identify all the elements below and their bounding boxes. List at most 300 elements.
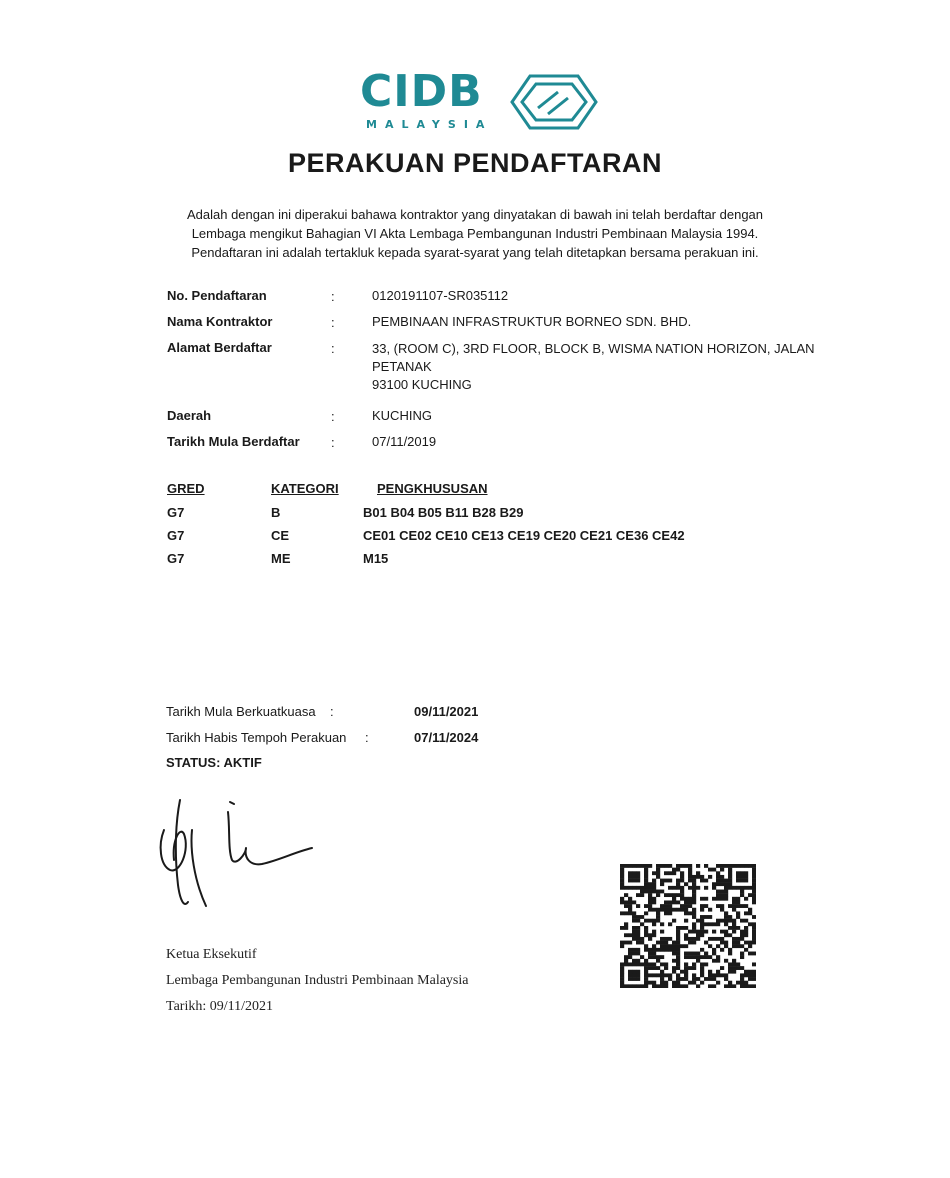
qr-module	[708, 984, 712, 988]
table-row-pengkhususan: M15	[363, 551, 389, 566]
qr-module	[648, 973, 652, 977]
qr-module	[732, 930, 736, 934]
qr-module	[656, 875, 660, 879]
qr-module	[744, 933, 748, 937]
qr-module	[752, 952, 756, 956]
qr-module	[660, 864, 664, 868]
qr-module	[628, 952, 632, 956]
qr-module	[708, 922, 712, 926]
alamat-line: 93100 KUCHING	[372, 377, 472, 392]
qr-module	[672, 941, 676, 945]
qr-module	[624, 926, 628, 930]
qr-module	[644, 890, 648, 894]
qr-module	[628, 948, 632, 952]
qr-module	[636, 879, 640, 883]
qr-module	[684, 966, 688, 970]
qr-module	[692, 973, 696, 977]
qr-module	[652, 952, 656, 956]
qr-module	[656, 919, 660, 923]
qr-module	[720, 875, 724, 879]
qr-module	[744, 970, 748, 974]
qr-module	[692, 981, 696, 985]
qr-module	[752, 893, 756, 897]
qr-module	[676, 937, 680, 941]
qr-module	[640, 922, 644, 926]
qr-module	[624, 900, 628, 904]
qr-module	[700, 955, 704, 959]
qr-module	[628, 941, 632, 945]
qr-module	[632, 984, 636, 988]
qr-module	[740, 984, 744, 988]
qr-module	[640, 890, 644, 894]
qr-module	[664, 904, 668, 908]
qr-module	[688, 875, 692, 879]
qr-module	[712, 886, 716, 890]
qr-module	[620, 871, 624, 875]
qr-module	[660, 977, 664, 981]
qr-module	[716, 879, 720, 883]
qr-module	[640, 962, 644, 966]
qr-module	[688, 966, 692, 970]
qr-module	[676, 973, 680, 977]
qr-module	[704, 952, 708, 956]
qr-module	[704, 977, 708, 981]
qr-module	[724, 886, 728, 890]
qr-module	[676, 962, 680, 966]
qr-module	[632, 879, 636, 883]
qr-module	[624, 922, 628, 926]
qr-module	[748, 893, 752, 897]
qr-module	[680, 926, 684, 930]
qr-module	[668, 904, 672, 908]
qr-module	[644, 886, 648, 890]
qr-module	[736, 875, 740, 879]
qr-module	[620, 973, 624, 977]
qr-module	[636, 893, 640, 897]
qr-module	[628, 886, 632, 890]
qr-module	[692, 922, 696, 926]
qr-module	[656, 893, 660, 897]
qr-module	[736, 900, 740, 904]
qr-module	[668, 908, 672, 912]
qr-module	[648, 966, 652, 970]
qr-module	[680, 970, 684, 974]
qr-module	[676, 952, 680, 956]
qr-module	[740, 944, 744, 948]
qr-module	[652, 966, 656, 970]
qr-module	[624, 933, 628, 937]
qr-module	[628, 970, 632, 974]
qr-module	[680, 977, 684, 981]
qr-module	[700, 875, 704, 879]
qr-module	[636, 959, 640, 963]
qr-module	[744, 930, 748, 934]
qr-module	[752, 970, 756, 974]
qr-module	[732, 886, 736, 890]
qr-module	[628, 864, 632, 868]
qr-module	[744, 984, 748, 988]
qr-module	[736, 937, 740, 941]
qr-module	[748, 922, 752, 926]
qr-module	[684, 944, 688, 948]
qr-module	[700, 966, 704, 970]
qr-module	[684, 911, 688, 915]
qr-module	[724, 919, 728, 923]
qr-module	[692, 930, 696, 934]
qr-module	[636, 926, 640, 930]
qr-module	[700, 930, 704, 934]
qr-module	[628, 973, 632, 977]
qr-module	[700, 973, 704, 977]
qr-module	[636, 941, 640, 945]
qr-module	[700, 970, 704, 974]
qr-module	[704, 922, 708, 926]
qr-module	[720, 908, 724, 912]
qr-module	[648, 882, 652, 886]
qr-module	[740, 973, 744, 977]
qr-module	[652, 933, 656, 937]
colon: :	[331, 289, 335, 304]
qr-module	[724, 941, 728, 945]
qr-module	[656, 871, 660, 875]
qr-module	[684, 864, 688, 868]
qr-module	[644, 926, 648, 930]
qr-module	[728, 926, 732, 930]
qr-module	[624, 904, 628, 908]
qr-module	[740, 955, 744, 959]
qr-module	[664, 944, 668, 948]
qr-module	[724, 977, 728, 981]
qr-module	[644, 966, 648, 970]
qr-module	[736, 864, 740, 868]
qr-module	[744, 911, 748, 915]
qr-module	[696, 875, 700, 879]
qr-module	[680, 908, 684, 912]
qr-module	[684, 900, 688, 904]
qr-module	[744, 926, 748, 930]
qr-module	[744, 919, 748, 923]
qr-module	[628, 875, 632, 879]
qr-module	[716, 937, 720, 941]
table-row-gred: G7	[167, 551, 185, 566]
qr-module	[752, 875, 756, 879]
qr-module	[656, 890, 660, 894]
qr-module	[664, 984, 668, 988]
colon: :	[330, 704, 334, 719]
qr-module	[708, 875, 712, 879]
qr-module	[636, 962, 640, 966]
qr-module	[664, 908, 668, 912]
colon: :	[331, 409, 335, 424]
qr-module	[676, 882, 680, 886]
qr-module	[668, 879, 672, 883]
qr-module	[652, 962, 656, 966]
qr-module	[652, 890, 656, 894]
qr-module	[624, 959, 628, 963]
qr-module	[692, 911, 696, 915]
qr-module	[620, 944, 624, 948]
qr-module	[668, 948, 672, 952]
qr-module	[724, 915, 728, 919]
qr-module	[660, 908, 664, 912]
qr-module	[624, 984, 628, 988]
qr-module	[740, 952, 744, 956]
qr-module	[656, 908, 660, 912]
qr-module	[624, 911, 628, 915]
qr-module	[680, 984, 684, 988]
value-no-pendaftaran: 0120191107-SR035112	[372, 288, 509, 303]
qr-module	[648, 900, 652, 904]
qr-module	[752, 886, 756, 890]
qr-module	[644, 970, 648, 974]
qr-module	[684, 904, 688, 908]
qr-module	[740, 981, 744, 985]
qr-module	[636, 952, 640, 956]
qr-module	[672, 948, 676, 952]
qr-module	[700, 981, 704, 985]
qr-module	[660, 944, 664, 948]
qr-module	[716, 955, 720, 959]
qr-module	[668, 937, 672, 941]
qr-module	[716, 897, 720, 901]
qr-module	[700, 919, 704, 923]
qr-module	[732, 926, 736, 930]
qr-module	[632, 926, 636, 930]
qr-module	[724, 933, 728, 937]
qr-module	[644, 879, 648, 883]
qr-module	[720, 893, 724, 897]
qr-module	[660, 948, 664, 952]
intro-line: Adalah dengan ini diperakui bahawa kontraktor yang dinyatakan di bawah ini telah berdaftar dengan	[186, 207, 764, 222]
value-tarikh-mula-berdaftar: 07/11/2019	[372, 434, 437, 449]
qr-module	[720, 941, 724, 945]
qr-module	[688, 937, 692, 941]
qr-module	[640, 984, 644, 988]
qr-module	[740, 930, 744, 934]
qr-module	[752, 868, 756, 872]
alamat-line: 33, (ROOM C), 3RD FLOOR, BLOCK B, WISMA NATION HORIZON, JALAN	[372, 341, 815, 356]
qr-module	[664, 966, 668, 970]
qr-module	[684, 897, 688, 901]
cidb-logo	[360, 66, 600, 132]
qr-module	[656, 984, 660, 988]
qr-module	[672, 919, 676, 923]
qr-module	[708, 973, 712, 977]
qr-module	[628, 962, 632, 966]
qr-module	[728, 970, 732, 974]
qr-module	[632, 915, 636, 919]
qr-module	[704, 962, 708, 966]
qr-module	[728, 948, 732, 952]
logo-wordmark: CIDB	[360, 66, 483, 117]
qr-module	[652, 973, 656, 977]
qr-module	[676, 977, 680, 981]
qr-module	[688, 871, 692, 875]
qr-module	[688, 868, 692, 872]
qr-module	[716, 973, 720, 977]
qr-module	[732, 984, 736, 988]
qr-module	[652, 908, 656, 912]
qr-module	[724, 922, 728, 926]
qr-module	[636, 904, 640, 908]
qr-module	[632, 933, 636, 937]
qr-module	[664, 864, 668, 868]
qr-module	[748, 886, 752, 890]
header-kategori: KATEGORI	[271, 481, 339, 496]
qr-module	[692, 941, 696, 945]
qr-module	[720, 864, 724, 868]
qr-module	[648, 890, 652, 894]
label-daerah: Daerah	[167, 408, 212, 423]
qr-module	[692, 886, 696, 890]
qr-module	[672, 897, 676, 901]
qr-module	[724, 864, 728, 868]
qr-module	[676, 886, 680, 890]
intro-line: Lembaga mengikut Bahagian VI Akta Lembaga Pembangunan Industri Pembinaan Malaysia 1994.	[191, 226, 759, 241]
qr-module	[732, 900, 736, 904]
qr-module	[732, 908, 736, 912]
qr-module	[720, 930, 724, 934]
qr-module	[628, 908, 632, 912]
qr-module	[736, 944, 740, 948]
label-alamat: Alamat Berdaftar	[167, 340, 272, 355]
qr-module	[676, 864, 680, 868]
qr-module	[660, 882, 664, 886]
qr-module	[624, 962, 628, 966]
label-tarikh-habis-tempoh: Tarikh Habis Tempoh Perakuan	[166, 730, 347, 745]
qr-module	[684, 973, 688, 977]
qr-module	[708, 970, 712, 974]
qr-module	[688, 955, 692, 959]
qr-module	[636, 937, 640, 941]
qr-module	[644, 882, 648, 886]
qr-module	[660, 981, 664, 985]
qr-module	[752, 882, 756, 886]
qr-module	[700, 948, 704, 952]
qr-module	[700, 904, 704, 908]
qr-module	[692, 962, 696, 966]
alamat-line: PETANAK	[372, 359, 432, 374]
table-row-kategori: ME	[271, 551, 291, 566]
table-row-gred: G7	[167, 528, 185, 543]
qr-module	[720, 966, 724, 970]
qr-module	[640, 955, 644, 959]
qr-module	[672, 900, 676, 904]
qr-module	[632, 886, 636, 890]
qr-module	[692, 966, 696, 970]
qr-module	[636, 970, 640, 974]
qr-module	[636, 973, 640, 977]
qr-module	[628, 984, 632, 988]
qr-module	[648, 962, 652, 966]
value-alamat	[372, 340, 815, 394]
qr-module	[620, 984, 624, 988]
qr-module	[752, 879, 756, 883]
qr-module	[644, 962, 648, 966]
qr-module	[732, 904, 736, 908]
qr-module	[748, 973, 752, 977]
qr-module	[732, 864, 736, 868]
qr-module	[676, 879, 680, 883]
qr-module	[724, 897, 728, 901]
status-text: STATUS: AKTIF	[166, 755, 262, 770]
qr-module	[740, 904, 744, 908]
qr-module	[680, 879, 684, 883]
qr-module	[684, 926, 688, 930]
qr-module	[656, 955, 660, 959]
qr-module	[660, 879, 664, 883]
qr-module	[668, 864, 672, 868]
qr-module	[740, 875, 744, 879]
qr-module	[620, 977, 624, 981]
qr-module	[712, 948, 716, 952]
qr-module	[732, 959, 736, 963]
qr-module	[668, 893, 672, 897]
qr-module	[696, 952, 700, 956]
qr-module	[664, 973, 668, 977]
qr-module	[712, 937, 716, 941]
qr-module	[688, 900, 692, 904]
qr-module	[684, 937, 688, 941]
qr-module	[740, 864, 744, 868]
qr-module	[704, 915, 708, 919]
qr-module	[748, 977, 752, 981]
qr-module	[620, 900, 624, 904]
qr-module	[728, 904, 732, 908]
qr-module	[628, 897, 632, 901]
table-row-gred: G7	[167, 505, 185, 520]
qr-module	[736, 879, 740, 883]
qr-module	[716, 875, 720, 879]
qr-module	[724, 890, 728, 894]
qr-module	[740, 886, 744, 890]
qr-module	[644, 930, 648, 934]
qr-module	[676, 900, 680, 904]
qr-module	[664, 911, 668, 915]
qr-module	[708, 955, 712, 959]
qr-module	[688, 930, 692, 934]
qr-module	[736, 981, 740, 985]
label-no-pendaftaran: No. Pendaftaran	[167, 288, 267, 303]
qr-module	[704, 904, 708, 908]
qr-module	[724, 879, 728, 883]
qr-module	[724, 911, 728, 915]
qr-module	[680, 897, 684, 901]
qr-module	[624, 886, 628, 890]
qr-module	[644, 904, 648, 908]
qr-module	[716, 882, 720, 886]
qr-module	[656, 959, 660, 963]
qr-module	[676, 966, 680, 970]
qr-module	[620, 882, 624, 886]
qr-module	[736, 962, 740, 966]
qr-module	[656, 966, 660, 970]
table-row-pengkhususan: CE01 CE02 CE10 CE13 CE19 CE20 CE21 CE36 CE42	[363, 528, 685, 543]
qr-module	[652, 871, 656, 875]
value-nama-kontraktor: PEMBINAAN INFRASTRUKTUR BORNEO SDN. BHD.	[372, 314, 692, 329]
qr-module	[620, 962, 624, 966]
signature-graphic	[150, 790, 320, 915]
qr-module	[672, 886, 676, 890]
qr-module	[652, 948, 656, 952]
qr-module	[700, 922, 704, 926]
qr-module	[752, 941, 756, 945]
qr-module	[680, 871, 684, 875]
qr-module	[644, 919, 648, 923]
qr-module	[720, 868, 724, 872]
qr-module	[704, 941, 708, 945]
qr-module	[696, 937, 700, 941]
